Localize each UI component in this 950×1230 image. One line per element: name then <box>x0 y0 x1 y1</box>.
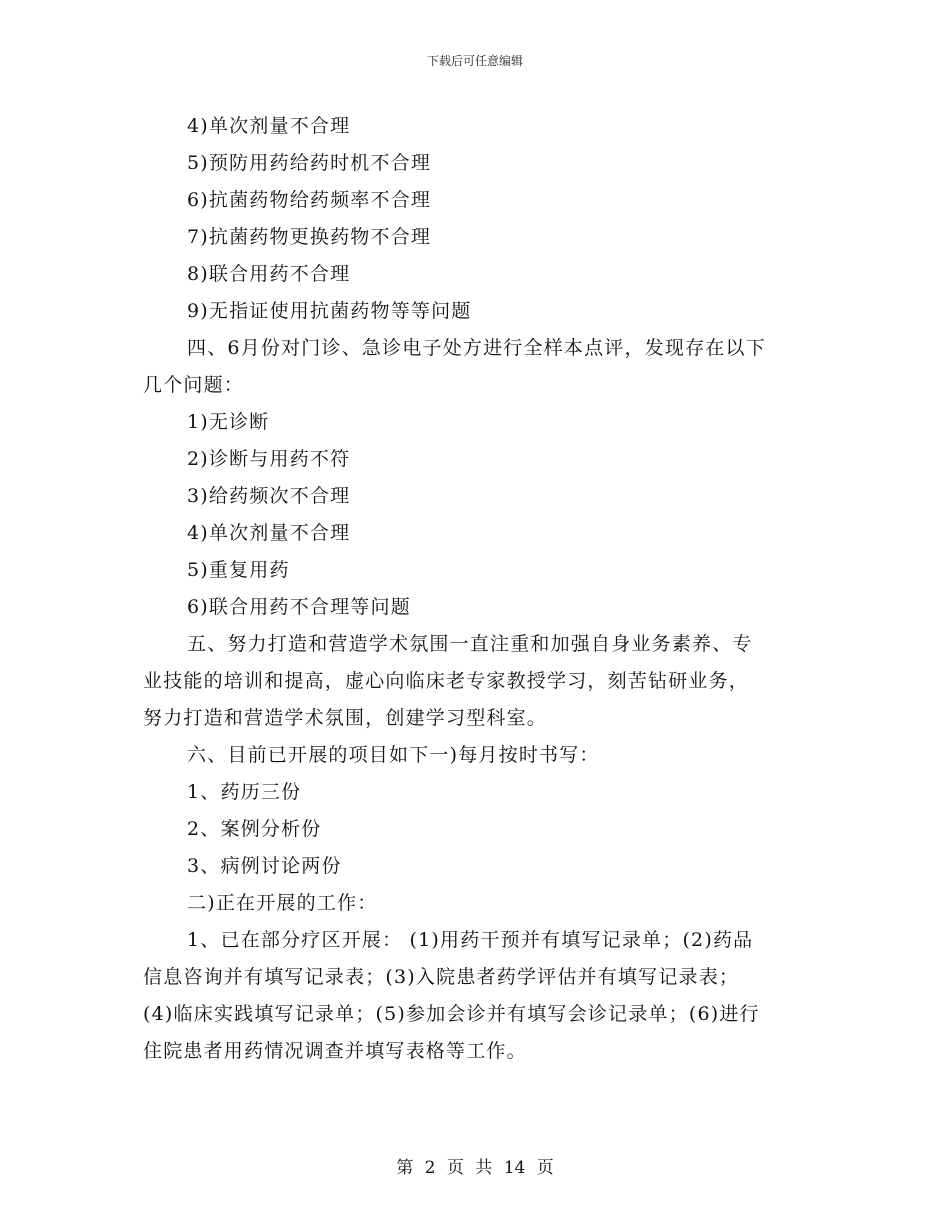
text-line: 7)抗菌药物更换药物不合理 <box>187 226 432 248</box>
text-line: 努力打造和营造学术氛围，创建学习型科室。 <box>143 707 548 729</box>
text-line: 5)预防用药给药时机不合理 <box>187 152 432 174</box>
text-line: 1)无诊断 <box>187 411 270 433</box>
text-line: 六、目前已开展的项目如下一)每月按时书写： <box>187 744 600 766</box>
text-line: 6)抗菌药物给药频率不合理 <box>187 189 432 211</box>
text-line: 二)正在开展的工作： <box>187 892 378 914</box>
text-line: 3)给药频次不合理 <box>187 485 351 507</box>
page-header: 下载后可任意编辑 <box>426 54 523 68</box>
text-line: 业技能的培训和提高，虚心向临床老专家教授学习，刻苦钻研业务， <box>143 670 750 692</box>
text-line: 2、案例分析份 <box>187 818 322 840</box>
text-line: 信息咨询并有填写记录表；(3)入院患者药学评估并有填写记录表； <box>143 966 740 988</box>
text-line: 3、病例讨论两份 <box>187 855 342 877</box>
text-line: 1、药历三份 <box>187 781 302 803</box>
text-line: 4)单次剂量不合理 <box>187 115 351 137</box>
text-line: (4)临床实践填写记录单；(5)参加会诊并有填写会诊记录单；(6)进行 <box>143 1003 760 1025</box>
document-body <box>143 108 811 1070</box>
text-line: 几个问题： <box>143 374 245 396</box>
text-line: 住院患者用药情况调查并填写表格等工作。 <box>143 1040 527 1062</box>
text-line: 1、已在部分疗区开展： (1)用药干预并有填写记录单；(2)药品 <box>187 929 754 951</box>
page-footer: 第 2 页 共 14 页 <box>396 1158 554 1178</box>
text-line: 8)联合用药不合理 <box>187 263 351 285</box>
text-line: 5)重复用药 <box>187 559 290 581</box>
text-line: 五、努力打造和营造学术氛围一直注重和加强自身业务素养、专 <box>187 633 753 655</box>
text-line: 四、6月份对门诊、急诊电子处方进行全样本点评，发现存在以下 <box>187 337 766 359</box>
text-line: 6)联合用药不合理等问题 <box>187 596 411 618</box>
text-line: 9)无指证使用抗菌药物等等问题 <box>187 300 472 322</box>
text-line: 2)诊断与用药不符 <box>187 448 351 470</box>
text-line: 4)单次剂量不合理 <box>187 522 351 544</box>
